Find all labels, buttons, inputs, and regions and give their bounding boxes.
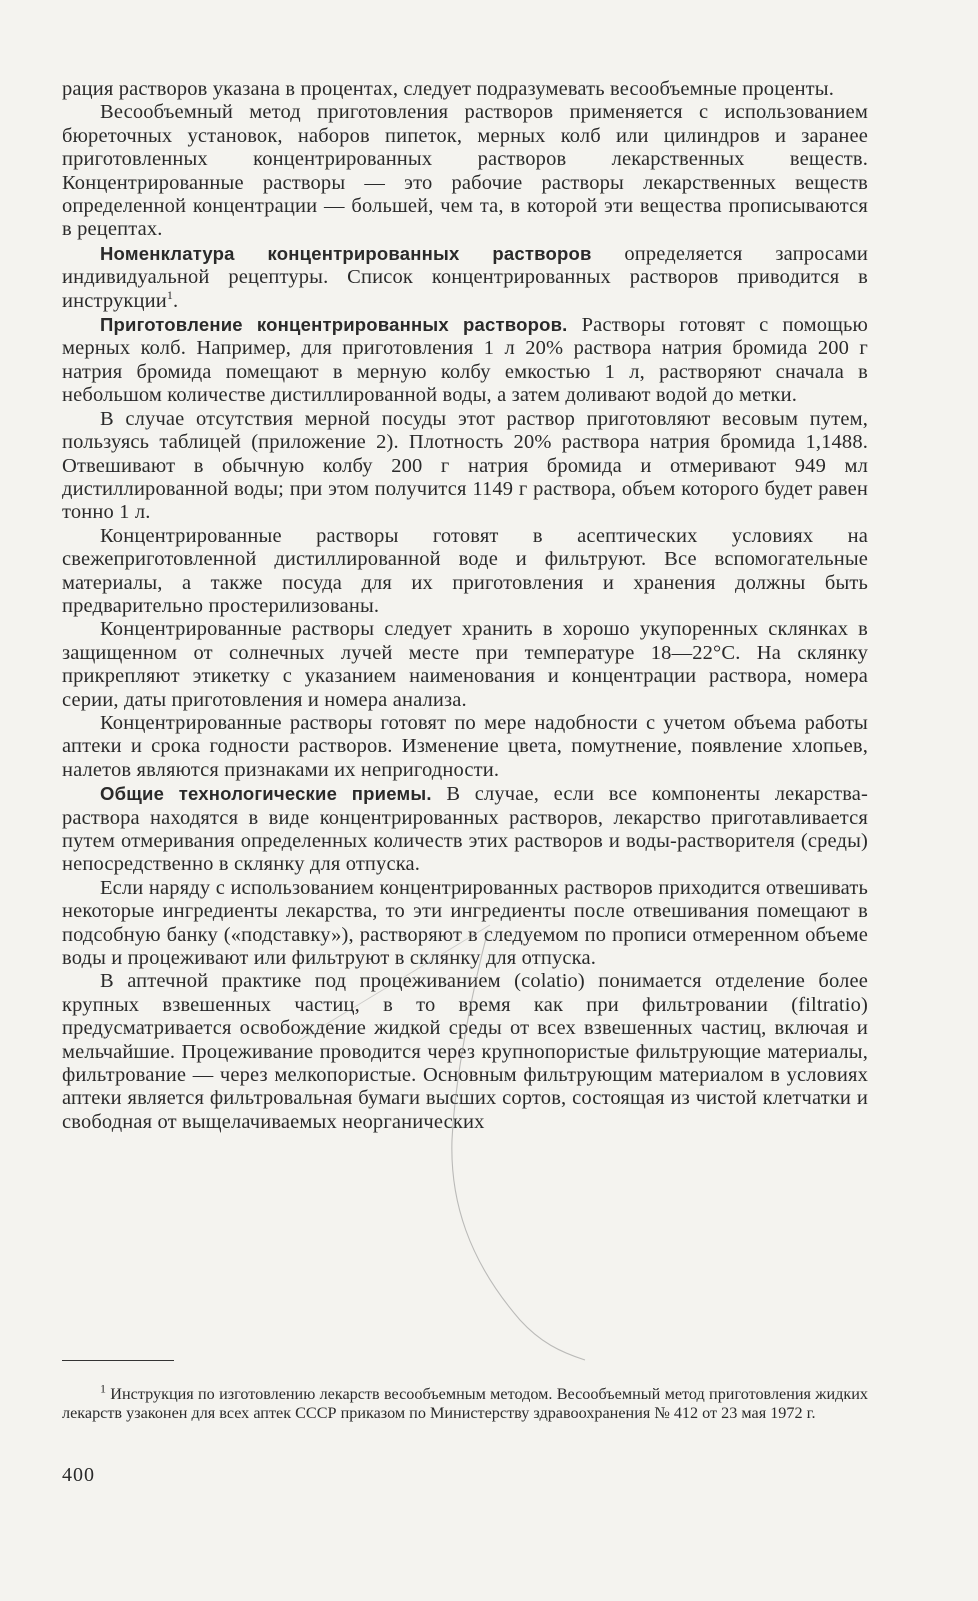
paragraph-text: . [173, 289, 179, 312]
paragraph-8 [62, 782, 868, 877]
page-number: 400 [62, 1464, 95, 1486]
footnote-marker: 1 [100, 1381, 106, 1396]
paragraph-text: рация растворов указана в процентах, следует подразумевать весообъемные проценты. [62, 78, 834, 100]
paragraph-text: Концентрированные растворы следует хранить в хорошо укупоренных склянках в защищенном от солнечных лучей месте при температуре 18—22°С. На склянку прикрепляют этикетку с указанием наименования и концентрации раствора, номера серии, даты приготовления и номера анализа. [62, 618, 868, 711]
footnote-reference: 1 [166, 287, 174, 302]
paragraph-6 [62, 618, 868, 712]
paragraph-text: В аптечной практике под процеживанием (colatio) понимается отделение более крупных взвешенных частиц, в то время как при фильтровании (filtratio) предусматривается освобождение жидкой среды от всех взвешенных частиц, включая и мельчайшие. Процеживание проводится через крупнопористые фильтрующие материалы, фильтрование — через мелкопористые. Основным фильтрующим материалом в условиях аптеки является фильтровальная бумаги высших сортов, состоящая из чистой клетчатки и свободная от выщелачиваемых неорганических [62, 970, 868, 1133]
paragraph-lead-heading: Номенклатура концентрированных растворов [100, 242, 592, 264]
paragraph-1 [62, 101, 868, 241]
paragraph-10 [62, 970, 868, 1134]
paragraph-text: Весообъемный метод приготовления растворов применяется с использованием бюреточных установок, наборов пипеток, мерных колб или цилиндров и заранее приготовленных концентрированных растворов лекарственных веществ. Концентрированные растворы — это рабочие растворы лекарственных веществ определенной концентрации — большей, чем та, в которой эти вещества прописываются в рецептах. [62, 101, 868, 241]
paragraph-text: Если наряду с использованием концентрированных растворов приходится отвешивать некоторые ингредиенты лекарства, то эти ингредиенты после отвешивания помещают в подсобную банку («подставку»), растворяют в следуемом по прописи отмеренном объеме воды и процеживают или фильтруют в склянку для отпуска. [62, 876, 868, 970]
paragraph-text: Растворы готовят с помощью мерных колб. Например, для приготовления 1 л 20% раствора натрия бромида 200 г натрия бромида помещают в мерную колбу емкостью 1 л, растворяют сначала в небольшом количестве дистиллированной воды, а затем доливают водой до метки. [62, 314, 869, 407]
paragraph-lead-heading: Приготовление концентрированных растворов. [100, 314, 568, 336]
page-body [62, 78, 868, 1134]
paragraph-2 [62, 242, 868, 313]
paragraph-text: Концентрированные растворы готовят по мере надобности с учетом объема работы аптеки и срока годности растворов. Изменение цвета, помутнение, появление хлопьев, налетов являются признаками их непригодности. [62, 711, 868, 781]
paragraph-5 [62, 525, 868, 619]
paragraph-text: определяется запросами индивидуальной рецептуры. Список концентрированных растворов приводится в инструкции [62, 242, 868, 312]
paragraph-text: Концентрированные растворы готовят в асептических условиях на свежеприготовленной дистиллированной воде и фильтруют. Все вспомогательные материалы, а также посуда для их приготовления и хранения должны быть предварительно простерилизованы. [62, 524, 868, 617]
paragraph-4 [62, 408, 868, 525]
footnote-divider [62, 1360, 174, 1361]
paragraph-3 [62, 313, 868, 408]
paragraph-text: В случае отсутствия мерной посуды этот раствор приготовляют весовым путем, пользуясь таблицей (приложение 2). Плотность 20% раствора натрия бромида 1,1488. Отвешивают в обычную колбу 200 г натрия бромида и отмеривают 949 мл дистиллированной воды; при этом получится 1149 г раствора, объем которого будет равен тонно 1 л. [62, 407, 868, 524]
paragraph-text: В случае, если все компоненты лекарства-раствора находятся в виде концентрированных растворов, лекарство приготавливается путем отмеривания определенных количеств этих растворов и воды-растворителя (среды) непосредственно в склянку для отпуска. [62, 783, 868, 876]
paragraph-9 [62, 877, 868, 971]
paragraph-lead-heading: Общие технологические приемы. [100, 783, 432, 805]
paragraph-7 [62, 712, 868, 782]
paragraph-0 [62, 78, 868, 101]
footnote-text: Инструкция по изготовлению лекарств весообъемным методом. Весообъемный метод приготовления жидких лекарств узаконен для всех аптек СССР приказом по Министерству здравоохранения № 412 от 23 мая 1972 г. [62, 1385, 868, 1422]
footnote [62, 1381, 868, 1423]
